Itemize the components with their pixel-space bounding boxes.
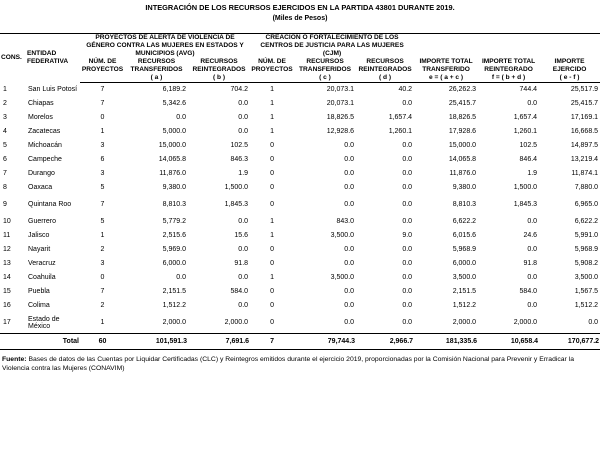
cell-avg-num-proyectos: 7 — [100, 201, 105, 209]
cell-avg-num-proyectos: 7 — [100, 86, 105, 94]
cell-importe-reintegrado: 24.6 — [523, 232, 538, 240]
cell-cjm-num-proyectos: 0 — [270, 246, 274, 254]
cell-importe-reintegrado: 1,657.4 — [513, 114, 538, 122]
col-recursos-reintegrados-d: RECURSOS REINTEGRADOS — [358, 58, 412, 73]
total-cjm-count: 7 — [250, 334, 294, 350]
cell-cjm-transferidos: 0.0 — [344, 201, 355, 209]
cell-entidad: Michoacán — [28, 142, 62, 150]
cell-cons: 3 — [3, 114, 7, 122]
cell-importe-reintegrado: 1,500.0 — [513, 184, 538, 192]
cell-importe-transferido: 6,015.6 — [452, 232, 477, 240]
cell-importe-ejercido: 16,668.5 — [570, 128, 599, 136]
cell-importe-reintegrado: 102.5 — [519, 142, 538, 150]
group-avg: PROYECTOS DE ALERTA DE VIOLENCIA DE GÉNERO CONTRA LAS MUJERES EN ESTADOS Y MUNICIPIOS (AVG) — [80, 34, 250, 59]
cell-cons: 9 — [3, 201, 7, 209]
cell-avg-reintegrados: 0.0 — [238, 114, 249, 122]
cell-avg-num-proyectos: 7 — [100, 100, 105, 108]
cell-avg-num-proyectos: 2 — [100, 246, 105, 254]
cell-avg-num-proyectos: 0 — [100, 274, 105, 282]
cell-entidad: Jalisco — [28, 232, 50, 240]
cell-importe-ejercido: 25,517.9 — [570, 86, 599, 94]
cell-cjm-reintegrados: 0.0 — [402, 142, 413, 150]
cell-importe-reintegrado: 0.0 — [527, 246, 538, 254]
cell-cjm-transferidos: 0.0 — [344, 288, 355, 296]
cell-importe-transferido: 17,928.6 — [448, 128, 477, 136]
table-row — [0, 97, 600, 111]
cell-importe-ejercido: 1,567.5 — [574, 288, 599, 296]
cell-importe-reintegrado: 846.4 — [519, 156, 538, 164]
cell-cjm-transferidos: 0.0 — [344, 246, 355, 254]
cell-avg-reintegrados: 1,500.0 — [224, 184, 249, 192]
cell-avg-transferidos: 8,810.3 — [162, 201, 186, 209]
total-avg-count: 60 — [80, 334, 125, 350]
cell-avg-num-proyectos: 7 — [100, 288, 105, 296]
cell-importe-ejercido: 0.0 — [588, 319, 599, 327]
total-importe-ejercido: 170,677.2 — [539, 334, 600, 350]
cell-cjm-reintegrados: 40.2 — [398, 86, 413, 94]
cell-avg-reintegrados: 15.6 — [234, 232, 249, 240]
cell-avg-transferidos: 0.0 — [176, 274, 186, 282]
cell-cons: 1 — [3, 86, 7, 93]
cell-avg-transferidos: 2,151.5 — [162, 288, 186, 296]
cell-importe-transferido: 15,000.0 — [448, 142, 477, 150]
cell-avg-reintegrados: 704.2 — [230, 86, 249, 94]
cell-cons: 12 — [3, 246, 11, 254]
total-cons — [0, 334, 26, 350]
cell-importe-transferido: 25,415.7 — [448, 100, 477, 108]
cell-cons: 15 — [3, 288, 11, 296]
table-row — [0, 153, 600, 167]
cell-importe-reintegrado: 1,845.3 — [513, 201, 538, 209]
cell-cjm-reintegrados: 0.0 — [402, 302, 413, 310]
cell-avg-transferidos: 9,380.0 — [162, 184, 186, 192]
cell-importe-reintegrado: 584.0 — [519, 288, 538, 296]
cell-avg-transferidos: 5,000.0 — [162, 128, 186, 136]
cell-cjm-num-proyectos: 1 — [270, 114, 274, 122]
letter-spacer-1 — [80, 74, 125, 83]
cell-entidad: Campeche — [28, 156, 62, 164]
cell-cons: 17 — [3, 319, 11, 327]
cell-avg-num-proyectos: 5 — [100, 184, 105, 192]
total-cjm-transferidos: 79,744.3 — [294, 334, 356, 350]
col-recursos-transferidos-c: RECURSOS TRANSFERIDOS — [299, 58, 352, 73]
cell-avg-transferidos: 6,000.0 — [162, 260, 186, 268]
cell-avg-reintegrados: 0.0 — [238, 274, 249, 282]
letter-b: ( b ) — [188, 74, 250, 83]
cell-importe-transferido: 5,968.9 — [452, 246, 477, 254]
table-body — [0, 83, 600, 334]
table-row — [0, 285, 600, 299]
col-entidad: ENTIDAD FEDERATIVA — [26, 34, 80, 83]
cell-avg-transferidos: 11,876.0 — [159, 170, 186, 178]
cell-avg-reintegrados: 0.0 — [238, 302, 249, 310]
cell-avg-num-proyectos: 3 — [100, 260, 105, 268]
cell-entidad: Nayarit — [28, 246, 51, 254]
cell-cjm-reintegrados: 0.0 — [402, 100, 413, 108]
cell-cjm-transferidos: 0.0 — [344, 170, 355, 178]
cell-importe-ejercido: 7,880.0 — [574, 184, 599, 192]
cell-cjm-num-proyectos: 1 — [270, 86, 274, 94]
table-row — [0, 195, 600, 215]
cell-importe-ejercido: 5,908.2 — [574, 260, 599, 268]
col-recursos-transferidos-a: RECURSOS TRANSFERIDOS — [130, 58, 183, 73]
cell-avg-transferidos: 5,969.0 — [162, 246, 186, 254]
cell-importe-ejercido: 25,415.7 — [570, 100, 599, 108]
cell-entidad: Colima — [28, 302, 50, 310]
cell-cjm-reintegrados: 0.0 — [402, 246, 413, 254]
cell-avg-reintegrados: 584.0 — [230, 288, 249, 296]
cell-avg-transferidos: 15,000.0 — [158, 142, 186, 150]
cell-avg-transferidos: 2,515.6 — [162, 232, 186, 240]
cell-importe-reintegrado: 0.0 — [527, 100, 538, 108]
cell-avg-transferidos: 1,512.2 — [162, 302, 186, 310]
cell-entidad: Oaxaca — [28, 184, 53, 192]
formula-ef: ( e - f ) — [539, 74, 600, 83]
letter-d: ( d ) — [356, 74, 414, 83]
cell-cjm-reintegrados: 0.0 — [402, 274, 413, 282]
page — [0, 3, 600, 453]
table-row — [0, 215, 600, 229]
cell-cjm-num-proyectos: 0 — [270, 302, 274, 310]
cell-importe-transferido: 1,512.2 — [452, 302, 477, 310]
cell-cjm-num-proyectos: 0 — [270, 260, 274, 268]
cell-avg-transferidos: 0.0 — [176, 114, 186, 122]
source-label: Fuente: — [2, 356, 27, 363]
cell-cons: 11 — [3, 232, 11, 240]
cell-cons: 5 — [3, 142, 7, 150]
cell-importe-transferido: 6,000.0 — [452, 260, 477, 268]
cell-cjm-reintegrados: 9.0 — [402, 232, 413, 240]
cell-avg-num-proyectos: 1 — [100, 128, 105, 136]
cell-avg-num-proyectos: 3 — [100, 142, 105, 150]
cell-avg-num-proyectos: 3 — [100, 170, 105, 178]
cell-cjm-num-proyectos: 0 — [270, 156, 274, 164]
cell-avg-reintegrados: 102.5 — [230, 142, 249, 150]
col-importe-transferido: IMPORTE TOTAL TRANSFERIDO — [414, 34, 478, 75]
cell-entidad: Quintana Roo — [28, 201, 72, 209]
total-cjm-reintegrados: 2,966.7 — [356, 334, 414, 350]
cell-cjm-num-proyectos: 0 — [270, 184, 274, 192]
table-row — [0, 111, 600, 125]
cell-importe-transferido: 2,151.5 — [452, 288, 477, 296]
cell-importe-reintegrado: 1,260.1 — [513, 128, 538, 136]
col-importe-reintegrado: IMPORTE TOTAL REINTEGRADO — [478, 34, 539, 75]
table-row — [0, 125, 600, 139]
total-row — [0, 334, 600, 350]
cell-cjm-num-proyectos: 0 — [270, 142, 274, 150]
cell-avg-num-proyectos: 2 — [100, 302, 105, 310]
cell-importe-transferido: 18,826.5 — [448, 114, 477, 122]
cell-importe-transferido: 2,000.0 — [452, 319, 477, 327]
cell-cons: 2 — [3, 100, 7, 108]
cell-cons: 6 — [3, 156, 7, 164]
cell-entidad: Guerrero — [28, 218, 57, 226]
cell-avg-num-proyectos: 1 — [100, 232, 105, 240]
table-row — [0, 257, 600, 271]
cell-importe-reintegrado: 1.9 — [527, 170, 538, 178]
cell-cjm-reintegrados: 0.0 — [402, 170, 413, 178]
cell-importe-ejercido: 11,874.1 — [571, 170, 599, 178]
table-row — [0, 139, 600, 153]
total-avg-transferidos: 101,591.3 — [125, 334, 188, 350]
cell-importe-ejercido: 17,169.1 — [570, 114, 599, 122]
table-row — [0, 167, 600, 181]
group-cjm: CREACIÓN O FORTALECIMIENTO DE LOS CENTROS DE JUSTICIA PARA LAS MUJERES (CJM) — [250, 34, 414, 59]
cell-cjm-transferidos: 0.0 — [344, 319, 355, 327]
cell-importe-reintegrado: 2,000.0 — [513, 319, 538, 327]
cell-avg-reintegrados: 0.0 — [238, 100, 249, 108]
cell-cjm-transferidos: 3,500.0 — [330, 274, 355, 282]
letter-spacer-2 — [250, 74, 294, 83]
cell-importe-ejercido: 1,512.2 — [574, 302, 599, 310]
cell-importe-transferido: 14,065.8 — [448, 156, 477, 164]
total-importe-reintegrado: 10,658.4 — [478, 334, 539, 350]
cell-avg-transferidos: 5,779.2 — [162, 218, 186, 226]
cell-importe-reintegrado: 0.0 — [527, 274, 538, 282]
cell-entidad: Coahuila — [28, 274, 56, 282]
cell-cjm-transferidos: 3,500.0 — [330, 232, 355, 240]
table-row — [0, 83, 600, 98]
cell-importe-ejercido: 5,968.9 — [574, 246, 599, 254]
cell-importe-ejercido: 5,991.0 — [574, 232, 599, 240]
table-row — [0, 243, 600, 257]
cell-importe-ejercido: 6,622.2 — [574, 218, 599, 226]
cell-importe-transferido: 26,262.3 — [448, 86, 477, 94]
cell-cjm-num-proyectos: 1 — [270, 218, 274, 226]
cell-importe-ejercido: 13,219.4 — [570, 156, 599, 164]
cell-avg-reintegrados: 0.0 — [238, 128, 249, 136]
cell-avg-num-proyectos: 0 — [100, 114, 105, 122]
cell-importe-ejercido: 3,500.0 — [574, 274, 599, 282]
cell-entidad: Durango — [28, 170, 55, 178]
cell-cjm-num-proyectos: 1 — [270, 100, 274, 108]
cell-importe-transferido: 9,380.0 — [452, 184, 477, 192]
cell-cjm-transferidos: 20,073.1 — [326, 86, 355, 94]
cell-cons: 14 — [3, 274, 11, 282]
cell-cjm-num-proyectos: 0 — [270, 319, 274, 327]
cell-cjm-reintegrados: 0.0 — [402, 218, 413, 226]
cell-importe-ejercido: 6,965.0 — [574, 201, 599, 209]
cell-cjm-transferidos: 843.0 — [336, 218, 355, 226]
cell-importe-ejercido: 14,897.5 — [570, 142, 599, 150]
cell-cjm-reintegrados: 0.0 — [402, 156, 413, 164]
cell-avg-transferidos: 5,342.6 — [162, 100, 186, 108]
cell-cjm-transferidos: 20,073.1 — [326, 100, 355, 108]
cell-cons: 16 — [3, 302, 11, 310]
cell-cons: 13 — [3, 260, 11, 268]
total-importe-transferido: 181,335.6 — [414, 334, 478, 350]
cell-importe-transferido: 3,500.0 — [452, 274, 477, 282]
cell-avg-reintegrados: 1.9 — [238, 170, 249, 178]
formula-f: f = ( b + d ) — [478, 74, 539, 83]
cell-cjm-reintegrados: 0.0 — [402, 260, 413, 268]
cell-cjm-reintegrados: 0.0 — [402, 184, 413, 192]
table-row — [0, 299, 600, 313]
letter-a: ( a ) — [125, 74, 188, 83]
cell-importe-transferido: 11,876.0 — [449, 170, 477, 178]
cell-cjm-transferidos: 0.0 — [344, 142, 355, 150]
cell-importe-reintegrado: 91.8 — [523, 260, 538, 268]
page-subtitle: (Miles de Pesos) — [272, 15, 328, 22]
total-label: Total — [26, 334, 80, 350]
cell-cons: 7 — [3, 170, 7, 178]
cell-avg-transferidos: 14,065.8 — [158, 156, 186, 164]
cell-cjm-reintegrados: 1,657.4 — [388, 114, 413, 122]
total-avg-reintegrados: 7,691.6 — [188, 334, 250, 350]
cell-cjm-transferidos: 0.0 — [344, 260, 355, 268]
cell-avg-reintegrados: 1,845.3 — [224, 201, 249, 209]
cell-cjm-reintegrados: 0.0 — [402, 288, 413, 296]
formula-e: e = ( a + c ) — [414, 74, 478, 83]
cell-cjm-transferidos: 0.0 — [344, 184, 355, 192]
cell-avg-reintegrados: 91.8 — [234, 260, 249, 268]
cell-cjm-num-proyectos: 1 — [270, 128, 274, 136]
cell-avg-reintegrados: 846.3 — [230, 156, 249, 164]
cell-cons: 8 — [3, 184, 7, 192]
cell-importe-transferido: 8,810.3 — [452, 201, 477, 209]
cell-avg-transferidos: 2,000.0 — [162, 319, 186, 327]
col-cons: CONS. — [0, 34, 26, 83]
cell-avg-num-proyectos: 6 — [100, 156, 105, 164]
table-row — [0, 271, 600, 285]
table-row — [0, 313, 600, 334]
cell-entidad: Chiapas — [28, 100, 54, 108]
col-recursos-reintegrados-b: RECURSOS REINTEGRADOS — [192, 58, 246, 73]
resources-table — [0, 33, 600, 350]
cell-cjm-reintegrados: 0.0 — [402, 201, 413, 209]
cell-avg-reintegrados: 0.0 — [238, 246, 249, 254]
source-note — [0, 350, 600, 373]
cell-cjm-num-proyectos: 0 — [270, 170, 274, 178]
cell-avg-transferidos: 6,189.2 — [162, 86, 186, 94]
cell-avg-reintegrados: 0.0 — [238, 218, 249, 226]
cell-avg-num-proyectos: 1 — [100, 319, 105, 327]
cell-entidad: Morelos — [28, 114, 53, 122]
cell-importe-reintegrado: 744.4 — [519, 86, 538, 94]
source-text: Bases de datos de las Cuentas por Liquidar Certificadas (CLC) y Reintegros emitidos durante el ejercicio 2019, proporcionadas por la Comisión Nacional para Prevenir y Erradicar la Violencia contra las Mujeres (CONAVIM) — [2, 356, 574, 372]
table-row — [0, 229, 600, 243]
cell-importe-transferido: 6,622.2 — [452, 218, 477, 226]
col-importe-ejercido: IMPORTE EJERCIDO — [539, 34, 600, 75]
cell-cjm-reintegrados: 0.0 — [402, 319, 413, 327]
col-num-proyectos-a: NÚM. DE PROYECTOS — [81, 58, 124, 73]
cell-cjm-reintegrados: 1,260.1 — [388, 128, 413, 136]
cell-entidad: Estado de México — [28, 315, 60, 330]
cell-cjm-num-proyectos: 1 — [270, 232, 274, 240]
cell-cjm-transferidos: 0.0 — [344, 156, 355, 164]
cell-cjm-num-proyectos: 0 — [270, 201, 274, 209]
cell-cjm-transferidos: 12,928.6 — [326, 128, 355, 136]
cell-cjm-num-proyectos: 0 — [270, 288, 274, 296]
cell-avg-reintegrados: 2,000.0 — [224, 319, 249, 327]
cell-entidad: Zacatecas — [28, 128, 61, 136]
table-row — [0, 181, 600, 195]
cell-entidad: San Luis Potosí — [28, 86, 78, 93]
cell-importe-reintegrado: 0.0 — [527, 302, 538, 310]
cell-cons: 10 — [3, 218, 11, 226]
cell-avg-num-proyectos: 5 — [100, 218, 105, 226]
cell-cjm-transferidos: 0.0 — [344, 302, 355, 310]
cell-cons: 4 — [3, 128, 7, 136]
cell-importe-reintegrado: 0.0 — [527, 218, 538, 226]
cell-cjm-transferidos: 18,826.5 — [326, 114, 355, 122]
cell-cjm-num-proyectos: 1 — [270, 274, 274, 282]
col-num-proyectos-c: NÚM. DE PROYECTOS — [251, 58, 293, 73]
cell-entidad: Puebla — [28, 288, 50, 296]
letter-c: ( c ) — [294, 74, 356, 83]
page-title: INTEGRACIÓN DE LOS RECURSOS EJERCIDOS EN LA PARTIDA 43801 DURANTE 2019. — [145, 3, 455, 12]
cell-entidad: Veracruz — [28, 260, 56, 268]
